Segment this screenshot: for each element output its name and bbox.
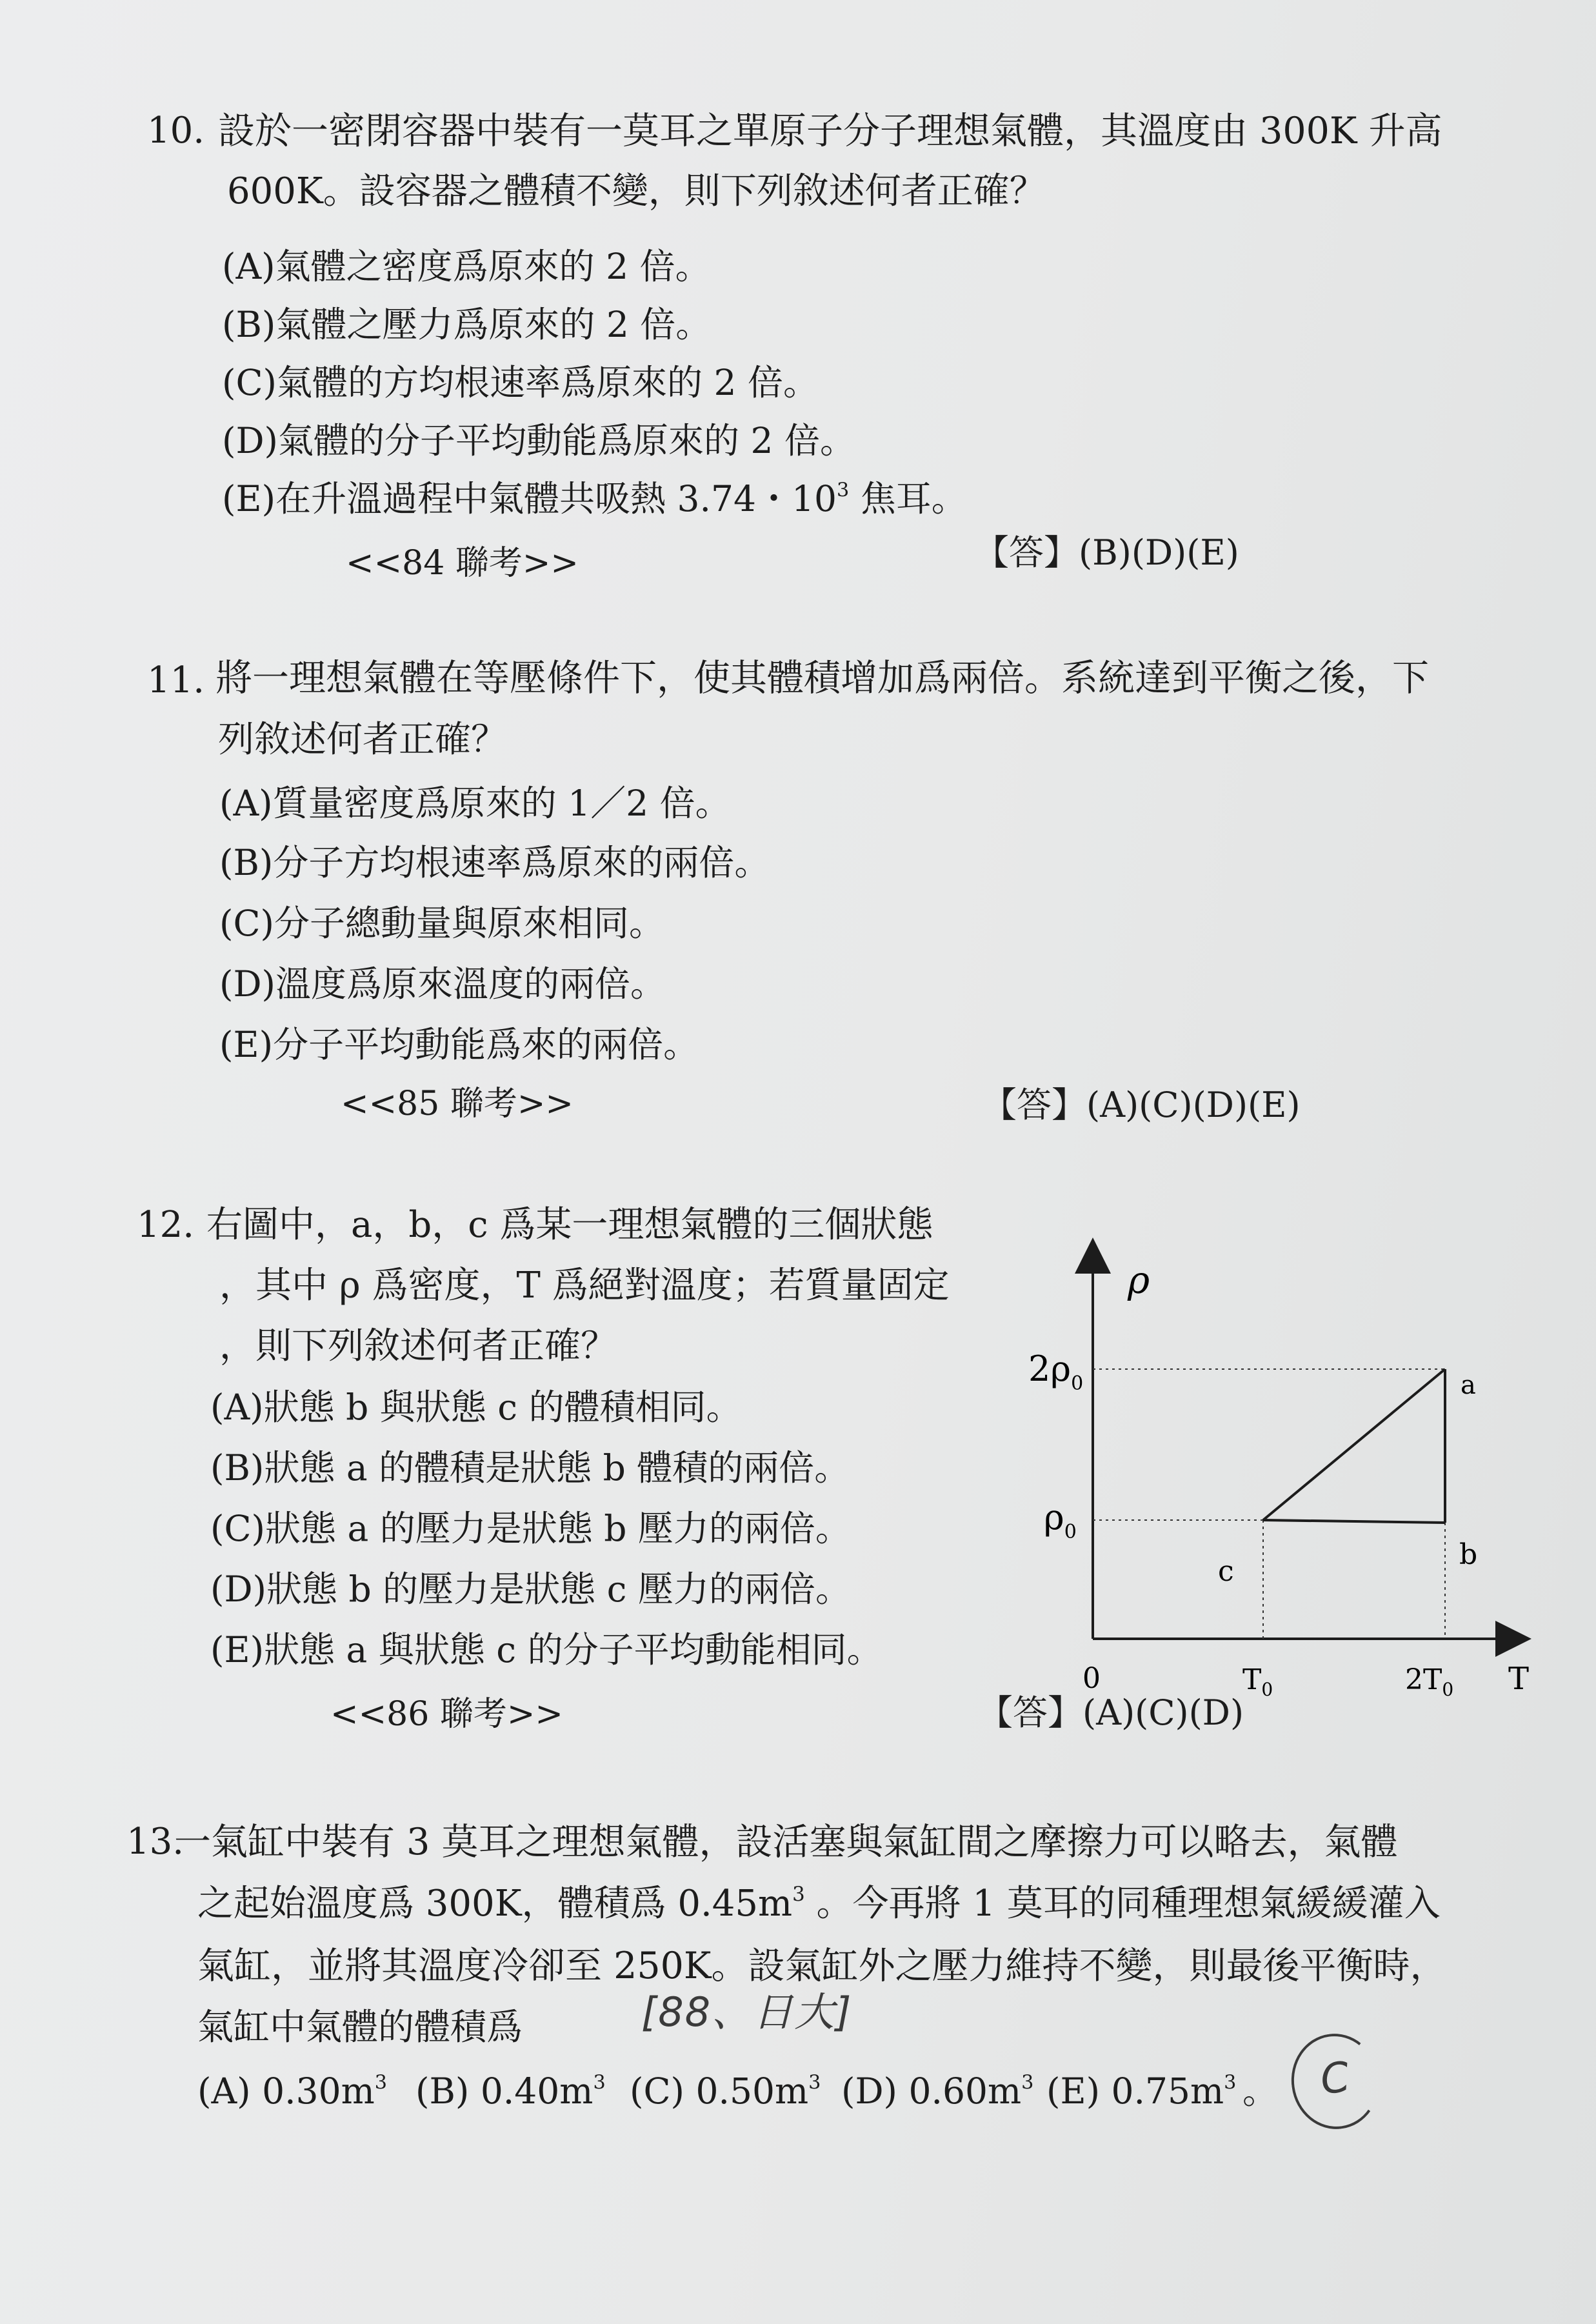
question-text-line: 設於一密閉容器中裝有一莫耳之單原子分子理想氣體，其溫度由 300K 升高 [218,110,1442,152]
option-d: (D)氣體的分子平均動能爲原來的 2 倍。 [222,420,855,461]
option-e: (E)狀態 a 與狀態 c 的分子平均動能相同。 [210,1629,883,1670]
option-e: (E)分子平均動能爲來的兩倍。 [219,1024,699,1065]
y-tick-2rho0: $2\rho_0$ [1028,1348,1084,1395]
option-b: (B) $0.40m^3$ [415,2070,606,2112]
question-number: 13. [126,1821,185,1863]
option-c: (C)分子總動量與原來相同。 [219,903,664,944]
exam-source: <<86 聯考>> [330,1695,563,1734]
option-b: (B)狀態 a 的體積是狀態 b 體積的兩倍。 [210,1447,850,1488]
option-a: (A)狀態 b 與狀態 c 的體積相同。 [210,1387,742,1428]
option-d: (D)狀態 b 的壓力是狀態 c 壓力的兩倍。 [210,1568,851,1610]
handwritten-answer-circle [1285,2028,1385,2134]
option-e: (E) $0.75m^3$ [1046,2070,1237,2112]
handwritten-source-note: [88、日大] [641,1988,853,2036]
x-tick-2t0: $2T_0$ [1405,1663,1454,1700]
question-text-line: ，則下列敘述何者正確？ [219,1325,617,1367]
option-e: (E)在升溫過程中氣體共吸熱 3.74・$10^3$ 焦耳。 [222,478,967,519]
option-c: (C)氣體的方均根速率爲原來的 2 倍。 [222,362,819,403]
question-text-line: 600K。設容器之體積不變，則下列敘述何者正確？ [227,170,1046,212]
question-text-line: ，其中 ρ 爲密度，T 爲絕對溫度；若質量固定 [219,1265,950,1307]
point-label-b: b [1459,1538,1478,1571]
point-label-c: c [1218,1555,1234,1588]
option-d: (D) $0.60m^3$ [841,2070,1034,2112]
y-axis-label: ρ [1128,1258,1150,1302]
rho-t-graph [1006,1226,1548,1716]
option-a: (A)質量密度爲原來的 1／2 倍。 [219,783,731,824]
option-a: (A) $0.30m^3$ [197,2070,387,2112]
process-c-to-a [1263,1369,1445,1520]
answer: 【答】(A)(C)(D) [978,1692,1244,1733]
question-number: 11. [147,659,205,701]
answer: 【答】(A)(C)(D)(E) [982,1085,1301,1125]
origin-label: 0 [1082,1662,1101,1695]
option-c: (C)狀態 a 的壓力是狀態 b 壓力的兩倍。 [210,1508,851,1549]
question-text-line: 氣缸，並將其溫度冷卻至 250K。設氣缸外之壓力維持不變，則最後平衡時， [197,1945,1447,1987]
question-number: 10. [147,110,205,152]
end-mark: 。 [1242,2070,1279,2112]
point-label-a: a [1461,1370,1476,1400]
option-a: (A)氣體之密度爲原來的 2 倍。 [222,246,711,287]
option-b: (B)分子方均根速率爲原來的兩倍。 [219,842,770,883]
question-text-line: 列敘述何者正確？ [218,719,507,761]
question-text-line: 氣缸中氣體的體積爲 [197,2007,523,2049]
x-tick-t0: $T_0$ [1242,1663,1273,1700]
y-tick-rho0: $\rho_0$ [1044,1497,1077,1543]
answer: 【答】(B)(D)(E) [974,532,1239,573]
question-text-line: 一氣缸中裝有 3 莫耳之理想氣體，設活塞與氣缸間之摩擦力可以略去，氣體 [174,1821,1398,1863]
option-c: (C) $0.50m^3$ [630,2070,821,2112]
option-d: (D)溫度爲原來溫度的兩倍。 [219,963,666,1005]
process-c-to-b [1263,1520,1445,1523]
option-b: (B)氣體之壓力爲原來的 2 倍。 [222,304,712,345]
handwritten-answer: C [1317,2053,1353,2105]
question-text-line: 將一理想氣體在等壓條件下，使其體積增加爲兩倍。系統達到平衡之後，下 [215,657,1429,699]
exam-source: <<85 聯考>> [341,1085,574,1123]
exam-source: <<84 聯考>> [346,544,579,583]
question-text-line: 右圖中，a，b，c 爲某一理想氣體的三個狀態 [206,1204,933,1246]
x-axis-label: T [1508,1661,1530,1697]
question-number: 12. [137,1204,195,1246]
question-text-line: 之起始溫度爲 300K，體積爲 $0.45m^3$ 。今再將 1 莫耳的同種理想氣緩緩灌入 [197,1882,1441,1925]
